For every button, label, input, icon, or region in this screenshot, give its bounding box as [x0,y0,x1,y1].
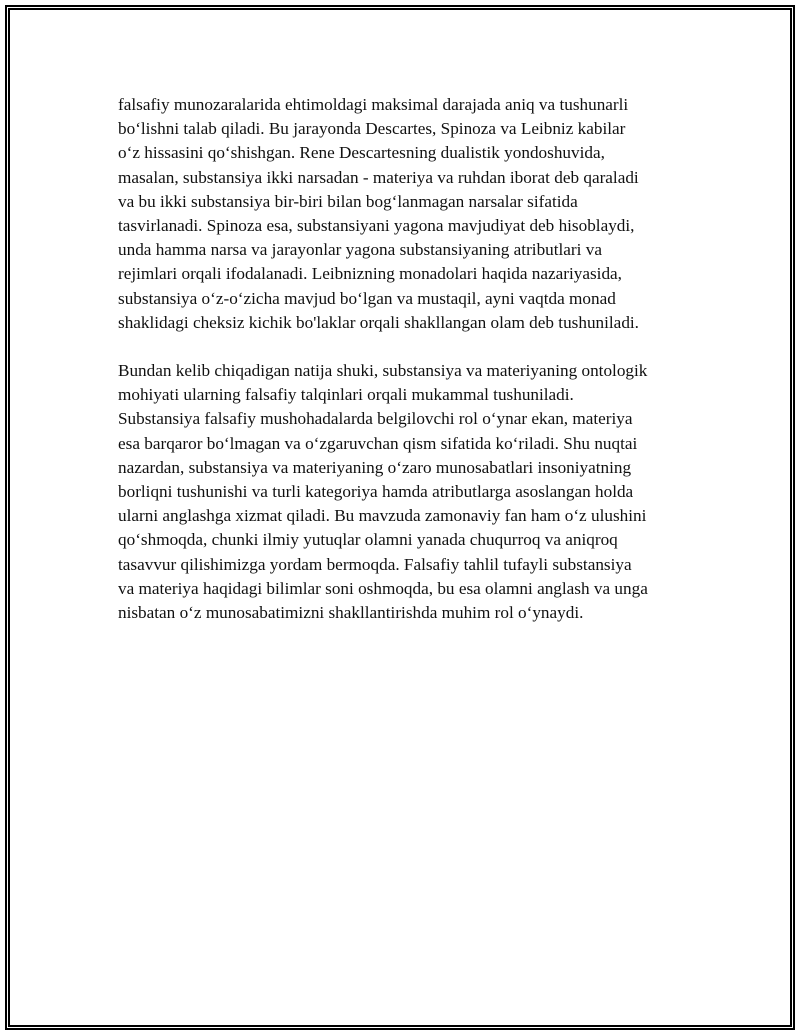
text-line: va materiya haqidagi bilimlar soni oshmoqda, bu esa olamni anglash va unga [118,578,648,598]
text-line: qo‘shmoqda, chunki ilmiy yutuqlar olamni yanada chuqurroq va aniqroq [118,530,618,550]
text-line: Bundan kelib chiqadigan natija shuki, substansiya va materiyaning ontologik [118,361,648,381]
text-line: Substansiya falsafiy mushohadalarda belgilovchi rol o‘ynar ekan, materiya [118,409,633,429]
text-line: nazardan, substansiya va materiyaning o‘zaro munosabatlari insoniyatning [118,457,632,477]
text-line: shaklidagi cheksiz kichik bo'laklar orqali shakllangan olam deb tushuniladi. [118,312,639,332]
text-line: o‘z hissasini qo‘shishgan. Rene Descartesning dualistik yondoshuvida, [118,143,605,163]
text-line: rejimlari orqali ifodalanadi. Leibnizning monadolari haqida nazariyasida, [118,264,622,284]
text-line: mohiyati ularning falsafiy talqinlari orqali mukammal tushuniladi. [118,385,574,405]
text-line: substansiya o‘z-o‘zicha mavjud bo‘lgan va mustaqil, ayni vaqtda monad [118,288,616,308]
paragraph-2 [118,359,698,625]
text-line: bo‘lishni talab qiladi. Bu jarayonda Descartes, Spinoza va Leibniz kabilar [118,119,626,139]
text-line: nisbatan o‘z munosabatimizni shakllantirishda muhim rol o‘ynaydi. [118,603,584,623]
paragraph-1 [118,93,698,335]
text-line: borliqni tushunishi va turli kategoriya hamda atributlarga asoslangan holda [118,482,634,502]
text-line: tasavvur qilishimizga yordam bermoqda. Falsafiy tahlil tufayli substansiya [118,554,632,574]
text-line: falsafiy munozaralarida ehtimoldagi maksimal darajada aniq va tushunarli [118,95,629,114]
text-line: masalan, substansiya ikki narsadan - materiya va ruhdan iborat deb qaraladi [118,167,639,187]
text-line: esa barqaror bo‘lmagan va o‘zgaruvchan qism sifatida ko‘riladi. Shu nuqtai [118,433,638,453]
document-body [118,93,698,649]
text-line: tasvirlanadi. Spinoza esa, substansiyani yagona mavjudiyat deb hisoblaydi, [118,216,635,236]
text-line: ularni anglashga xizmat qiladi. Bu mavzuda zamonaviy fan ham o‘z ulushini [118,506,647,526]
text-line: unda hamma narsa va jarayonlar yagona substansiyaning atributlari va [118,240,602,260]
text-line: va bu ikki substansiya bir-biri bilan bog‘lanmagan narsalar sifatida [118,191,578,211]
